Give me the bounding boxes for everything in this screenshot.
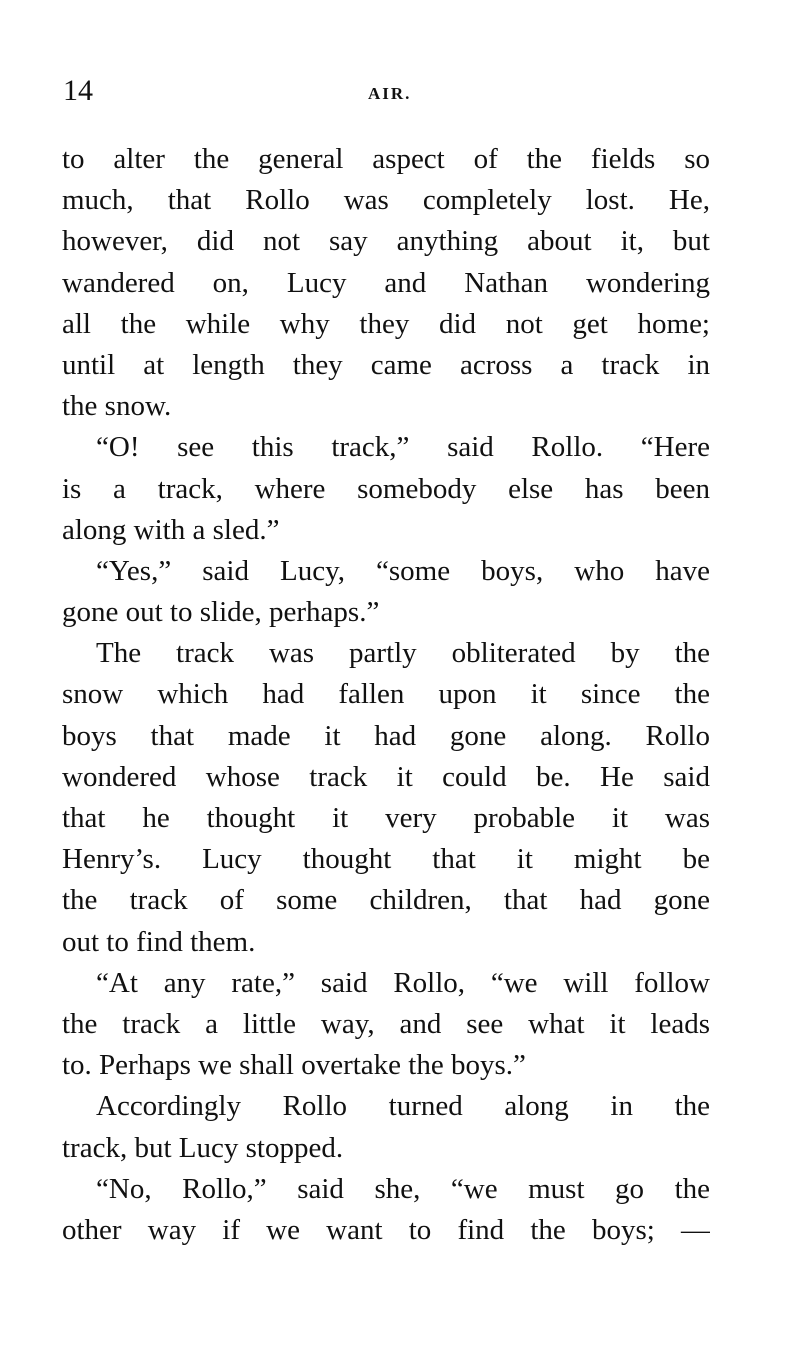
page-number: 14 [63,74,93,107]
text-line: is a track, where somebody else has been [62,472,710,505]
text-line: The track was partly obliterated by the [96,637,710,670]
text-line: along with a sled.” [62,513,280,546]
body-text [62,139,710,1251]
text-line: until at length they came across a track in [62,348,710,381]
text-line: “Yes,” said Lucy, “some boys, who have [96,554,710,587]
text-line: gone out to slide, perhaps.” [62,596,380,629]
text-line: snow which had fallen upon it since the [62,678,710,711]
text-line: that he thought it very probable it was [62,802,710,834]
text-line: to. Perhaps we shall overtake the boys.” [62,1049,526,1082]
text-line: to alter the general aspect of the fields so [62,143,710,175]
text-line: boys that made it had gone along. Rollo [62,719,710,752]
text-line: the track of some children, that had gone [62,884,710,917]
text-line: the track a little way, and see what it leads [62,1007,710,1040]
text-line: track, but Lucy stopped. [62,1131,344,1164]
text-line: however, did not say anything about it, but [62,225,710,258]
text-line: “O! see this track,” said Rollo. “Here [96,431,710,464]
text-line: Henry’s. Lucy thought that it might be [62,843,710,876]
text-line: “At any rate,” said Rollo, “we will follow [96,966,710,999]
running-title: AIR. [368,84,412,103]
text-line: wondered whose track it could be. He said [62,760,710,793]
text-line: wandered on, Lucy and Nathan wondering [62,266,710,299]
text-line: all the while why they did not get home; [62,307,710,340]
text-line: other way if we want to find the boys; — [62,1213,710,1246]
text-line: much, that Rollo was completely lost. He, [62,184,710,217]
text-line: “No, Rollo,” said she, “we must go the [96,1172,710,1205]
text-line: Accordingly Rollo turned along in the [96,1090,710,1123]
text-line: out to find them. [62,925,256,958]
text-line: the snow. [62,390,172,423]
